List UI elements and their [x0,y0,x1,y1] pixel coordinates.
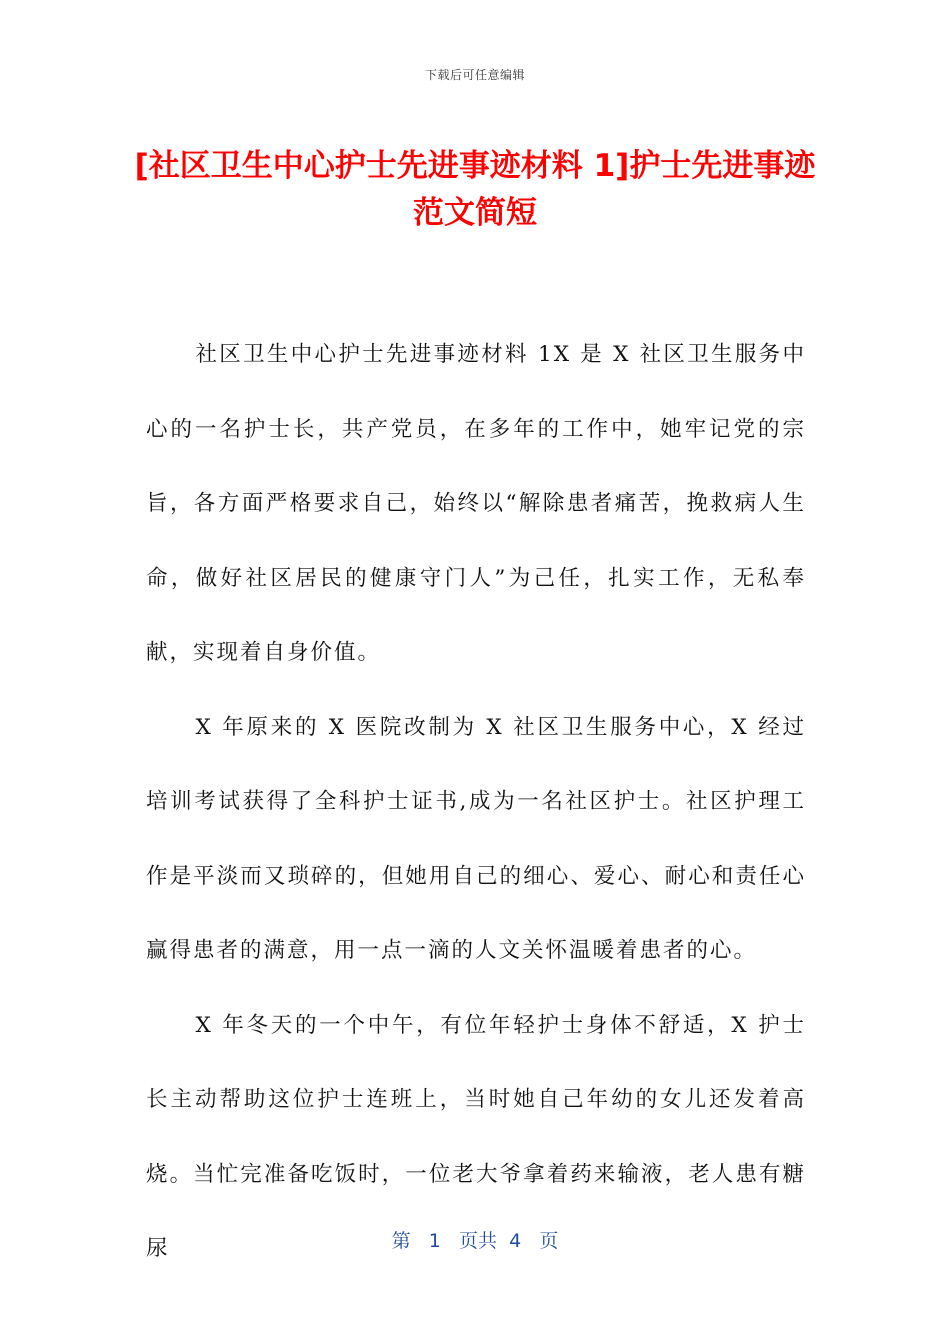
page-suffix: 页 [539,1230,559,1252]
current-page-number: 1 [428,1230,441,1252]
page-prefix: 第 [391,1230,411,1252]
header-note: 下载后可任意编辑 [424,68,525,82]
paragraph-1: 社区卫生中心护士先进事迹材料 1X 是 X 社区卫生服务中心的一名护士长，共产党员，在多年的工作中，她牢记党的宗旨，各方面严格要求自己，始终以“解除患者痛苦，挽救病人生命，做好社区居民的健康守门人”为己任，扎实工作，无私奉献，实现着自身价值。 [146,342,806,665]
document-title: [社区卫生中心护士先进事迹材料 1]护士先进事迹范文简短 [134,148,816,231]
paragraph-3: X 年冬天的一个中午，有位年轻护士身体不舒适，X 护士长主动帮助这位护士连班上，当时她自己年幼的女儿还发着高烧。当忙完准备吃饭时，一位老大爷拿着药来输液，老人患有糖尿 [146,1012,806,1261]
document-body [146,318,806,1287]
total-pages-number: 4 [509,1230,522,1252]
page-middle: 页共 [459,1230,498,1252]
paragraph-2: X 年原来的 X 医院改制为 X 社区卫生服务中心，X 经过培训考试获得了全科护士证书,成为一名社区护士。社区护理工作是平淡而又琐碎的，但她用自己的细心、爱心、耐心和责任心赢得患者的满意，用一点一滴的人文关怀温暖着患者的心。 [146,714,806,963]
page-footer [0,1226,950,1253]
